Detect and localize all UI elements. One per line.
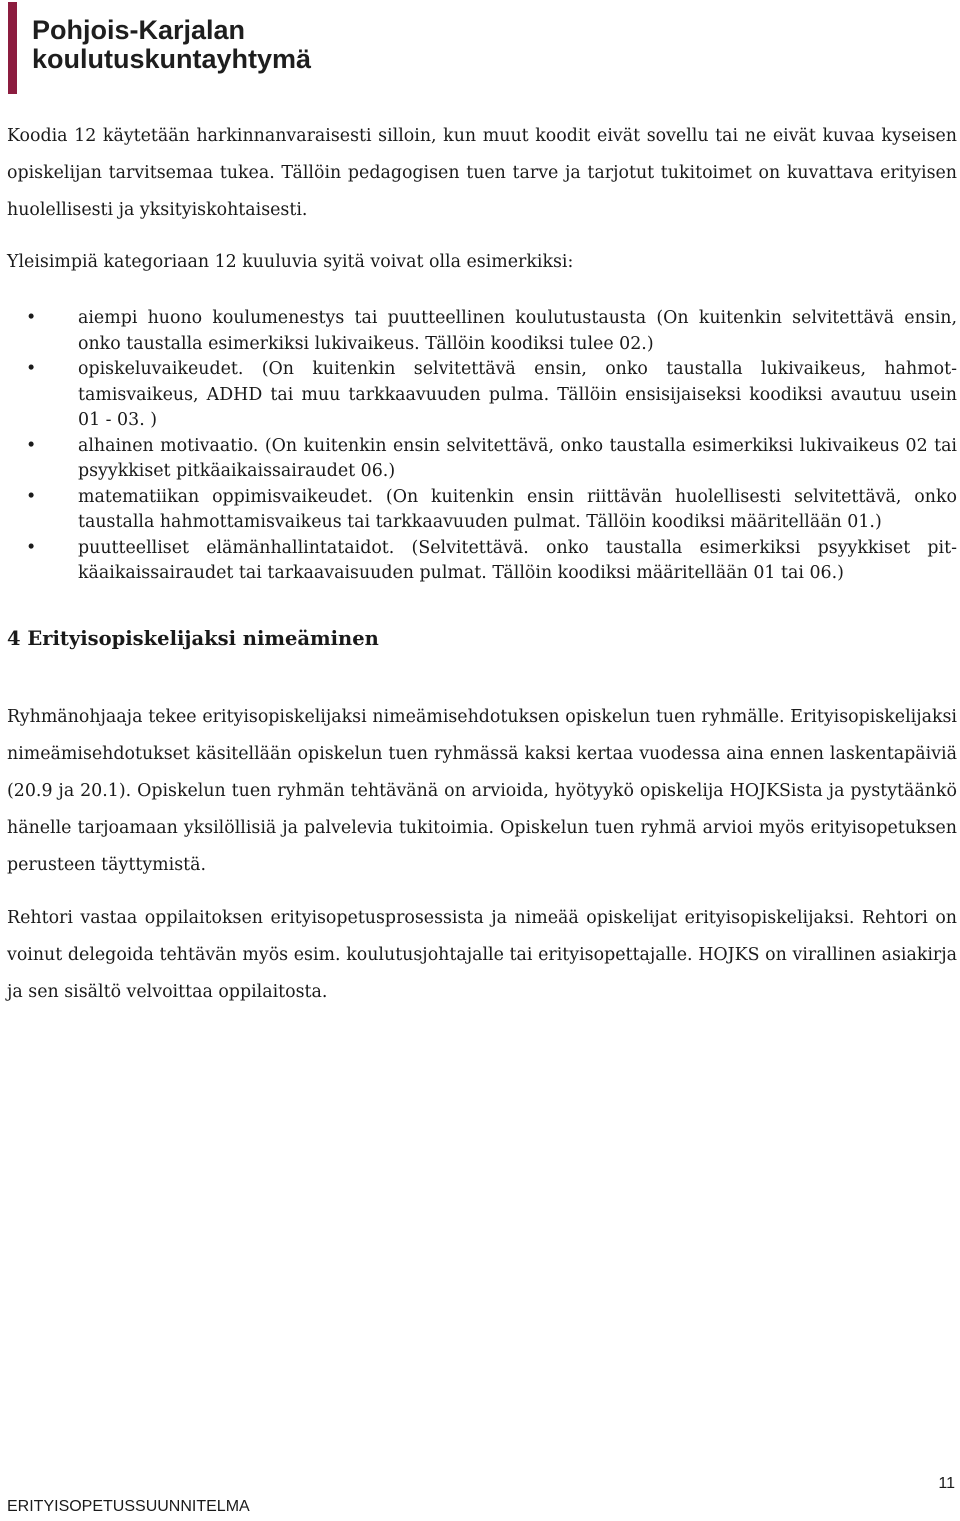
logo-line-1: Pohjois-Karjalan — [32, 15, 246, 45]
list-item-text: alhainen motivaatio. (On kuitenkin ensin selvitettävä, onko taustalla esimerkiksi lukivaikeus 02 tai psyykkiset pitkäaikaissairaudet 06.) — [78, 435, 957, 481]
section-heading: 4 Erityisopiskelijaksi nimeäminen — [7, 626, 379, 650]
list-item — [26, 485, 957, 536]
list-item-text: matematiikan oppimisvaikeudet. (On kuitenkin ensin riittävän huolellisesti selvitettävä, onko taustalla hahmottamisvaikeus tai tarkkaavuuden pulmat. Tällöin koodiksi määritellään 01.) — [78, 486, 957, 532]
list-item-text: puutteelliset elämänhallintataidot. (Selvitettävä. onko taustalla esimerkiksi psyykkiset pitkäaikaissairaudet tai tarkaavaisuuden pulmat. Tällöin koodiksi määritellään 01 tai 06.) — [78, 537, 957, 583]
bullet-icon: • — [26, 435, 37, 456]
page-content — [7, 118, 957, 1011]
section-paragraph-1: Ryhmänohjaaja tekee erityisopiskelijaksi nimeämisehdotuksen opiskelun tuen ryhmälle. Erityisopiskelijaksi nimeämisehdotukset käsitellään opiskelun tuen ryhmässä kaksi kertaa vuodessa aina ennen laskentapäiviä (20.9 ja 20.1). Opiskelun tuen ryhmän tehtävänä on arvioida, hyötyykö opiskelija HOJKSista ja pystytäänkö hänelle tarjoamaan yksilöllisiä ja palvelevia tukitoimia. Opiskelun tuen ryhmä arvioi myös erityisopetuksen perusteen täyttymistä. — [7, 706, 957, 875]
logo-accent-bar — [8, 2, 17, 94]
page-number: 11 — [938, 1475, 955, 1492]
footer-document-title: ERITYISOPETUSSUUNNITELMA — [7, 1498, 250, 1515]
logo-wordmark — [32, 16, 311, 74]
reasons-list — [7, 306, 957, 587]
list-item-text: aiempi huono koulumenestys tai puutteellinen koulutustausta (On kuitenkin selvitettävä ensin, onko taustalla esimerkiksi lukivaikeus. Tällöin koodiksi tulee 02.) — [78, 308, 957, 354]
bullet-icon: • — [26, 537, 37, 558]
logo-line-2: koulutuskuntayhtymä — [32, 44, 312, 74]
list-item — [26, 536, 957, 587]
list-item — [26, 434, 957, 485]
list-item — [26, 306, 957, 357]
list-item — [26, 357, 957, 434]
section-paragraph-2: Rehtori vastaa oppilaitoksen erityisopetusprosessista ja nimeää opiskelijat erityisopiskelijaksi. Rehtori on voinut delegoida tehtävän myös esim. koulutusjohtajalle tai erityisopettajalle. HOJKS on virallinen asiakirja ja sen sisältö velvoittaa oppilaitosta. — [7, 907, 957, 1002]
bullet-icon: • — [26, 308, 37, 328]
list-intro: Yleisimpiä kategoriaan 12 kuuluvia syitä voivat olla esimerkiksi: — [7, 252, 574, 272]
bullet-icon: • — [26, 486, 37, 507]
bullet-icon: • — [26, 359, 37, 379]
list-item-text: opiskeluvaikeudet. (On kuitenkin selvitettävä ensin, onko taustalla lukivaikeus, hahmottamisvaikeus, ADHD tai muu tarkkaavuuden pulma. Tällöin ensisijaiseksi koodiksi avautuu usein 01 - 03. ) — [78, 359, 957, 430]
intro-paragraph: Koodia 12 käytetään harkinnanvaraisesti silloin, kun muut koodit eivät sovellu tai ne eivät kuvaa kyseisen opiskelijan tarvitsemaa tukea. Tällöin pedagogisen tuen tarve ja tarjotut tukitoimet on kuvattava erityisen huolellisesti ja yksityiskohtaisesti. — [7, 126, 957, 220]
